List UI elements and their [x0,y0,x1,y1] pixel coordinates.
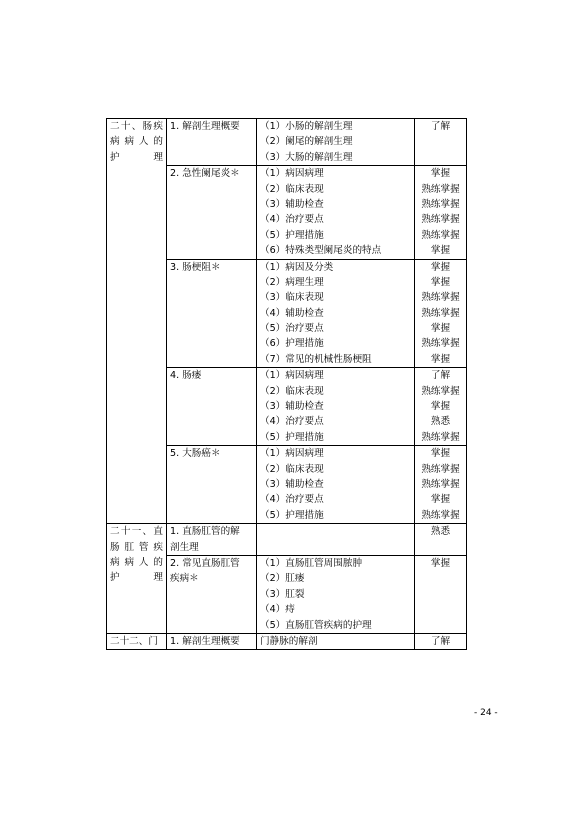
content-item: （4）治疗要点 [260,214,324,226]
requirement-level-text: 熟练掌握 [421,385,460,397]
section-title-line: 护理 [110,151,163,163]
content-items [257,119,415,166]
content-item: （2）阑尾的解剖生理 [260,136,353,148]
content-items [257,524,415,556]
content-item: （3）大肠的解剖生理 [260,151,353,163]
requirement-level-text: 熟练掌握 [421,292,460,304]
content-item: （5）护理措施 [260,229,324,241]
section-title [107,119,167,524]
section-title-line: 病 病 人 的 [110,556,163,568]
content-item: （2）临床表现 [260,463,324,475]
syllabus-row [107,524,467,556]
requirement-level-text: 掌握 [430,261,451,273]
requirement-level-text: 熟练掌握 [421,509,460,521]
content-items [257,368,415,446]
requirement-level [415,524,467,556]
requirement-level-text: 掌握 [430,494,451,506]
topic-name-line: 1. 解剖生理概要 [170,635,240,647]
topic-name [167,368,257,446]
content-item: （3）辅助检查 [260,478,324,490]
content-item: （5）治疗要点 [260,323,324,335]
requirement-level-text: 掌握 [430,557,451,569]
requirement-level [415,555,467,633]
requirement-level [415,119,467,166]
content-item: （5）护理措施 [260,509,324,521]
content-item: （1）病因病理 [260,370,324,382]
content-item: （1）病因及分类 [260,261,334,273]
topic-name [167,555,257,633]
topic-name [167,119,257,166]
topic-name-line: 5. 大肠癌＊ [170,448,221,460]
content-item: （2）肛瘘 [260,573,305,585]
content-item: （2）临床表现 [260,183,324,195]
topic-name-line: 1. 解剖生理概要 [170,121,240,132]
requirement-level [415,446,467,524]
requirement-level-text: 熟练掌握 [421,431,460,443]
content-item: （2）病理生理 [260,276,324,288]
content-item: （1）病因病理 [260,168,324,180]
content-item: （4）治疗要点 [260,494,324,506]
section-title [107,524,167,634]
requirement-level-text: 掌握 [430,401,451,413]
section-title-line: 二十、肠疾 [110,121,163,132]
section-title-line: 病 病 人 的 [110,136,163,148]
requirement-level-text: 掌握 [430,276,451,288]
topic-name-line: 2. 急性阑尾炎＊ [170,168,240,180]
requirement-level-text: 熟悉 [430,526,451,538]
content-item: （4）治疗要点 [260,416,324,428]
content-items [257,166,415,259]
requirement-level-text: 了解 [430,370,451,382]
requirement-level-text: 熟练掌握 [421,214,460,226]
content-item: （4）辅助检查 [260,307,324,319]
requirement-level [415,368,467,446]
topic-name [167,259,257,368]
section-title-line: 肠 肛 管 疾 [110,541,163,553]
topic-name [167,524,257,556]
content-item: （1）病因病理 [260,448,324,460]
requirement-level-text: 掌握 [430,353,451,365]
content-items [257,633,415,649]
content-item: （4）痔 [260,604,295,616]
section-title-line: 护理 [110,572,163,584]
requirement-level-text: 熟练掌握 [421,478,460,490]
requirement-level-text: 熟练掌握 [421,307,460,319]
content-item: （7）常见的机械性肠梗阻 [260,353,372,365]
requirement-level [415,633,467,649]
content-item: （6）特殊类型阑尾炎的特点 [260,245,382,257]
syllabus-row [107,119,467,166]
content-item: （5）护理措施 [260,431,324,443]
content-items [257,259,415,368]
requirement-level-text: 了解 [430,635,451,647]
requirement-level-text: 熟练掌握 [421,338,460,350]
content-item: （2）临床表现 [260,385,324,397]
topic-name-line: 1. 直肠肛管的解 [170,526,240,538]
topic-name-line: 3. 肠梗阻＊ [170,261,221,273]
requirement-level-text: 熟练掌握 [421,198,460,210]
page-number: - 24 - [474,708,498,718]
syllabus-row [107,633,467,649]
requirement-level-text: 熟练掌握 [421,183,460,195]
content-item: （3）临床表现 [260,292,324,304]
content-item: （3）辅助检查 [260,401,324,413]
topic-name [167,633,257,649]
content-item: （5）直肠肛管疾病的护理 [260,619,372,631]
topic-name-line: 2. 常见直肠肛管 [170,557,240,569]
section-title-line: 二十二、门 [110,635,158,647]
syllabus-table [106,118,467,650]
topic-name-line: 4. 肠瘘 [170,370,202,382]
content-item: （6）护理措施 [260,338,324,350]
requirement-level-text: 掌握 [430,323,451,335]
content-item: （3）辅助检查 [260,198,324,210]
content-item: （3）肛裂 [260,588,305,600]
content-items [257,446,415,524]
section-title [107,633,167,649]
topic-name-line: 疾病＊ [170,573,199,585]
requirement-level-text: 熟练掌握 [421,229,460,241]
requirement-level-text: 熟悉 [430,416,451,428]
content-item: （1）直肠肛管周围脓肿 [260,557,363,569]
requirement-level-text: 了解 [430,121,451,132]
topic-name-line: 剖生理 [170,541,199,553]
requirement-level-text: 熟练掌握 [421,463,460,475]
requirement-level-text: 掌握 [430,448,451,460]
topic-name [167,446,257,524]
content-items [257,555,415,633]
content-item: （1）小肠的解剖生理 [260,121,353,132]
topic-name [167,166,257,259]
requirement-level-text: 掌握 [430,168,451,180]
requirement-level [415,259,467,368]
requirement-level [415,166,467,259]
requirement-level-text: 掌握 [430,245,451,257]
section-title-line: 二十一、直 [110,526,163,538]
content-item: 门静脉的解剖 [260,635,318,647]
